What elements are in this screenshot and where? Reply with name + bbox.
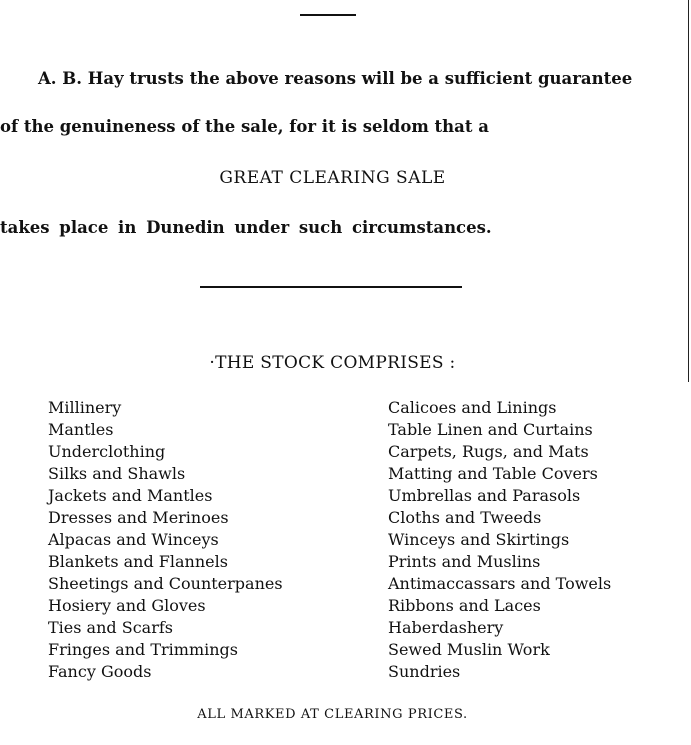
list-item: Underclothing — [48, 442, 166, 461]
top-divider-rule — [300, 14, 356, 16]
list-item: Fringes and Trimmings — [48, 640, 239, 659]
list-item: Alpacas and Winceys — [48, 530, 219, 549]
list-item: Dresses and Merinoes — [48, 508, 229, 527]
stock-list-right — [388, 397, 611, 683]
footer-note: ALL MARKED AT CLEARING PRICES. — [197, 707, 468, 722]
list-item: Mantles — [48, 420, 114, 439]
stock-list-left — [48, 397, 283, 683]
list-item: Winceys and Skirtings — [388, 530, 570, 549]
great-clearing-sale-heading: GREAT CLEARING SALE — [219, 168, 446, 188]
list-item: Haberdashery — [388, 618, 504, 637]
list-item: Carpets, Rugs, and Mats — [388, 442, 589, 461]
list-item: Sewed Muslin Work — [388, 640, 550, 659]
list-item: Jackets and Mantles — [48, 486, 213, 505]
list-item: Sundries — [388, 662, 461, 681]
list-item: Millinery — [48, 398, 122, 417]
list-item: Table Linen and Curtains — [388, 420, 593, 439]
list-item: Antimaccassars and Towels — [388, 574, 612, 593]
list-item: Prints and Muslins — [388, 552, 541, 571]
paragraph-line-2: of the genuineness of the sale, for it is seldom that a — [0, 117, 489, 136]
list-item: Fancy Goods — [48, 662, 152, 681]
list-item: Blankets and Flannels — [48, 552, 228, 571]
list-item: Umbrellas and Parasols — [388, 486, 581, 505]
stock-heading: ·THE STOCK COMPRISES : — [209, 353, 456, 373]
list-item: Ribbons and Laces — [388, 596, 541, 615]
list-item: Cloths and Tweeds — [388, 508, 542, 527]
list-item: Calicoes and Linings — [388, 398, 557, 417]
page-edge-line — [688, 0, 690, 382]
list-item: Hosiery and Gloves — [48, 596, 206, 615]
list-item: Matting and Table Covers — [388, 464, 598, 483]
list-item: Sheetings and Counterpanes — [48, 574, 283, 593]
list-item: Ties and Scarfs — [48, 618, 173, 637]
paragraph-line-1: A. B. Hay trusts the above reasons will be a sufficient guarantee — [38, 69, 633, 88]
middle-divider-rule — [200, 286, 462, 288]
list-item: Silks and Shawls — [48, 464, 186, 483]
paragraph-line-4: takes place in Dunedin under such circumstances. — [0, 218, 492, 237]
